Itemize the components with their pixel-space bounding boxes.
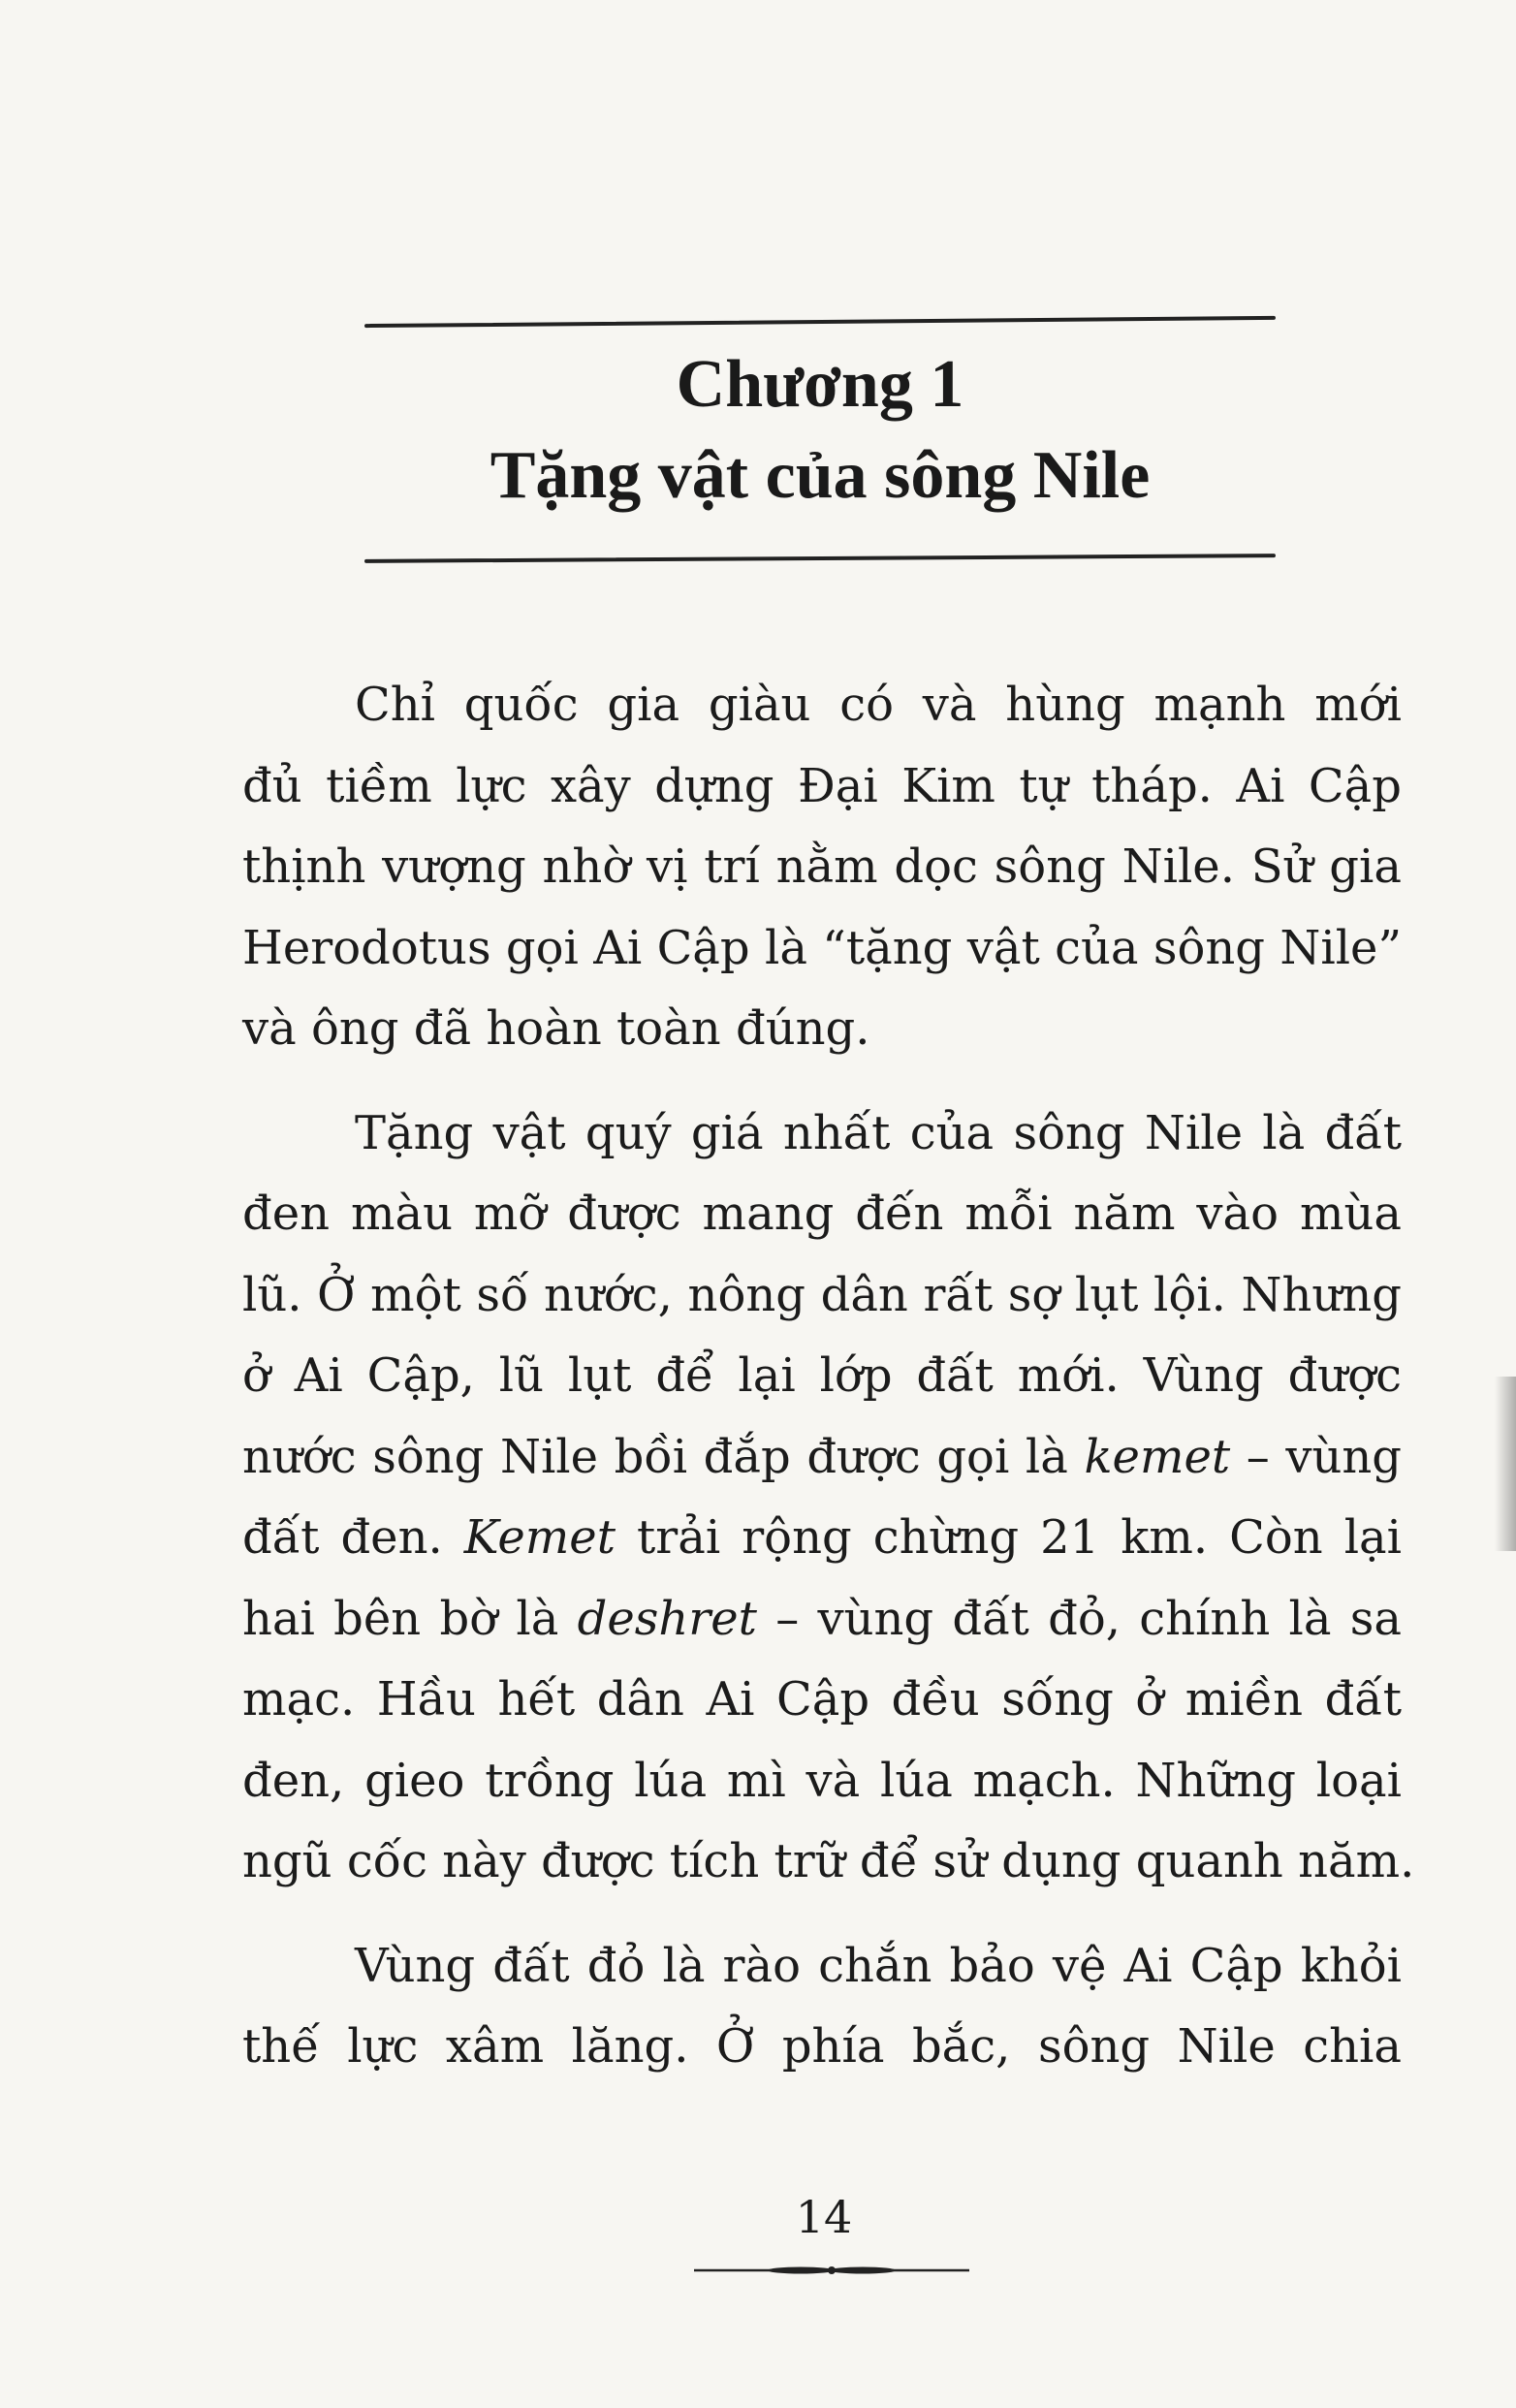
paragraph-2: [242, 1093, 1415, 1903]
text-line: đủ tiềm lực xây dựng Đại Kim tự tháp. Ai Cập: [242, 758, 1402, 813]
page-number-ornament: [694, 2265, 969, 2276]
text-line: Herodotus gọi Ai Cập là “tặng vật của sông Nile”: [242, 920, 1402, 975]
chapter-number: Chương 1: [676, 347, 964, 422]
text-line: mạc. Hầu hết dân Ai Cập đều sống ở miền đất: [242, 1672, 1402, 1727]
paragraph-1: [242, 665, 1402, 1070]
page-number: 14: [795, 2191, 853, 2243]
text-line: đen, gieo trồng lúa mì và lúa mạch. Những loại: [242, 1753, 1402, 1808]
body-text: [242, 665, 1415, 2111]
text-line: nước sông Nile bồi đắp được gọi là kemet – vùng: [242, 1429, 1402, 1484]
chapter-heading: [364, 339, 1276, 522]
text-line: Tặng vật quý giá nhất của sông Nile là đất: [355, 1105, 1402, 1160]
heading-top-rule: [364, 316, 1276, 328]
text-line: ngũ cốc này được tích trữ để sử dụng quanh năm.: [242, 1834, 1415, 1888]
paragraph-3: [242, 1926, 1402, 2088]
text-line: lũ. Ở một số nước, nông dân rất sợ lụt lội. Nhưng: [242, 1267, 1402, 1322]
text-line: đen màu mỡ được mang đến mỗi năm vào mùa: [242, 1187, 1402, 1241]
text-line: hai bên bờ là deshret – vùng đất đỏ, chính là sa: [242, 1591, 1403, 1646]
text-line: thịnh vượng nhờ vị trí nằm dọc sông Nile. Sử gia: [242, 840, 1402, 894]
text-line: Vùng đất đỏ là rào chắn bảo vệ Ai Cập khỏi: [355, 1938, 1402, 1993]
text-line: ở Ai Cập, lũ lụt để lại lớp đất mới. Vùng được: [242, 1348, 1402, 1403]
chapter-title: Tặng vật của sông Nile: [490, 438, 1151, 513]
heading-bottom-rule: [364, 554, 1276, 563]
text-line: thế lực xâm lăng. Ở phía bắc, sông Nile chia: [242, 2019, 1402, 2074]
page-edge-shadow: [1495, 1377, 1516, 1551]
text-line: và ông đã hoàn toàn đúng.: [242, 1001, 870, 1056]
text-line: đất đen. Kemet trải rộng chừng 21 km. Còn lại: [242, 1510, 1403, 1565]
text-line: Chỉ quốc gia giàu có và hùng mạnh mới: [355, 678, 1402, 732]
